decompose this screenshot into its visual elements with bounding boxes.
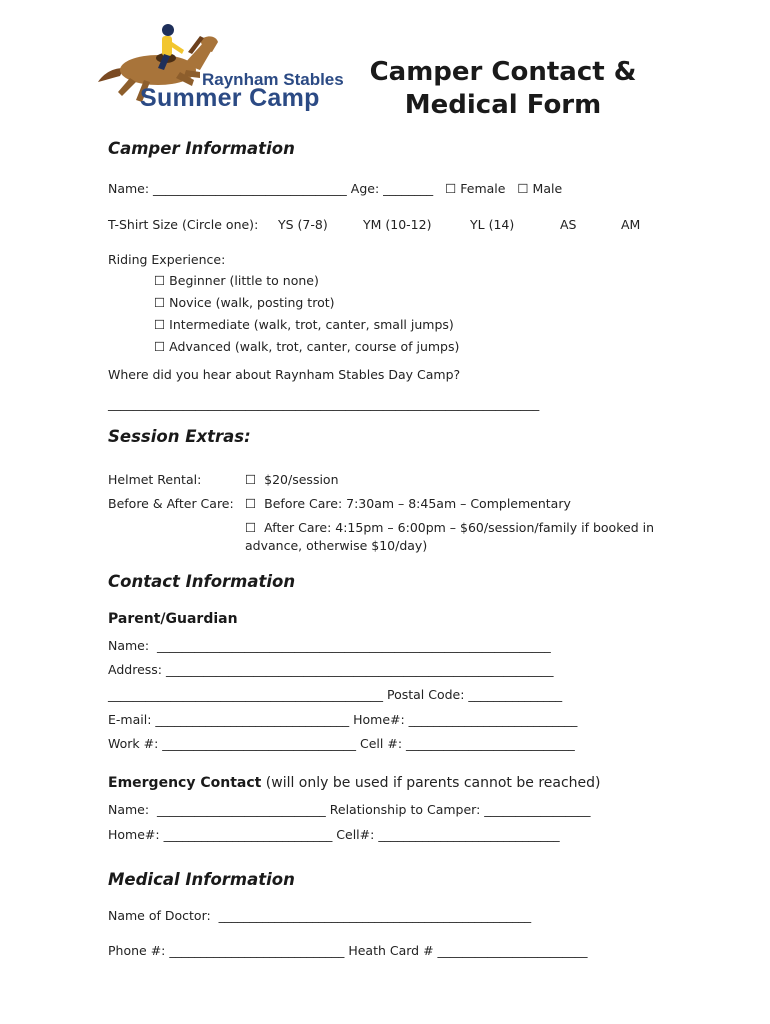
emergency-contact-note: (will only be used if parents cannot be reached) <box>261 775 601 791</box>
before-care-option[interactable]: ☐ Before Care: 7:30am – 8:45am – Complementary <box>245 496 571 511</box>
helmet-rental-option[interactable]: ☐ $20/session <box>245 472 339 487</box>
before-after-care-label: Before & After Care: <box>108 496 234 511</box>
tshirt-size-yl[interactable]: YL (14) <box>470 217 515 232</box>
medical-info-heading: Medical Information <box>108 870 295 889</box>
emergency-contact-heading <box>108 775 601 791</box>
after-care-option-cont: advance, otherwise $10/day) <box>245 538 428 553</box>
camper-name-age-gender-line[interactable]: Name: _______________________________ Age: ________ ☐ Female ☐ Male <box>108 181 563 196</box>
tshirt-size-ym[interactable]: YM (10-12) <box>363 217 432 232</box>
emergency-contact-title: Emergency Contact <box>108 775 262 791</box>
parent-work-cell-field[interactable]: Work #: _______________________________ Cell #: ___________________________ <box>108 736 575 751</box>
riding-option-beginner[interactable]: ☐ Beginner (little to none) <box>154 273 319 288</box>
tshirt-size-am[interactable]: AM <box>621 217 641 232</box>
riding-option-advanced[interactable]: ☐ Advanced (walk, trot, canter, course of jumps) <box>154 339 460 354</box>
form-title-line1: Camper Contact & <box>369 57 637 87</box>
tshirt-size-ys[interactable]: YS (7-8) <box>278 217 328 232</box>
contact-info-heading: Contact Information <box>108 572 296 591</box>
phone-healthcard-field[interactable]: Phone #: ____________________________ Heath Card # ________________________ <box>108 943 588 958</box>
tshirt-label: T-Shirt Size (Circle one): <box>108 217 259 232</box>
camper-info-heading: Camper Information <box>108 139 295 158</box>
riding-option-intermediate[interactable]: ☐ Intermediate (walk, trot, canter, small jumps) <box>154 317 454 332</box>
emergency-name-relationship-field[interactable]: Name: ___________________________ Relationship to Camper: _________________ <box>108 802 591 817</box>
logo-line2: Summer Camp <box>140 84 320 112</box>
parent-postal-field[interactable]: ____________________________________________ Postal Code: _______________ <box>108 687 563 702</box>
parent-address-field[interactable]: Address: ______________________________________________________________ <box>108 662 554 677</box>
parent-guardian-heading: Parent/Guardian <box>108 611 238 627</box>
hear-about-question: Where did you hear about Raynham Stables Day Camp? <box>108 367 461 382</box>
emergency-home-cell-field[interactable]: Home#: ___________________________ Cell#: _____________________________ <box>108 827 560 842</box>
doctor-name-field[interactable]: Name of Doctor: __________________________________________________ <box>108 908 532 923</box>
parent-name-field[interactable]: Name: _______________________________________________________________ <box>108 638 551 653</box>
parent-email-home-field[interactable]: E-mail: _______________________________ Home#: ___________________________ <box>108 712 578 727</box>
camp-logo <box>96 20 344 116</box>
form-title-line2: Medical Form <box>404 90 602 120</box>
after-care-option[interactable]: ☐ After Care: 4:15pm – 6:00pm – $60/session/family if booked in <box>245 520 654 535</box>
riding-experience-label: Riding Experience: <box>108 252 226 267</box>
tshirt-size-as[interactable]: AS <box>560 217 577 232</box>
riding-option-novice[interactable]: ☐ Novice (walk, posting trot) <box>154 295 335 310</box>
session-extras-heading: Session Extras: <box>108 427 251 446</box>
helmet-rental-label: Helmet Rental: <box>108 472 202 487</box>
logo-line1: Raynham Stables <box>202 70 344 89</box>
hear-about-field[interactable]: _____________________________________________________________________ <box>108 396 540 411</box>
